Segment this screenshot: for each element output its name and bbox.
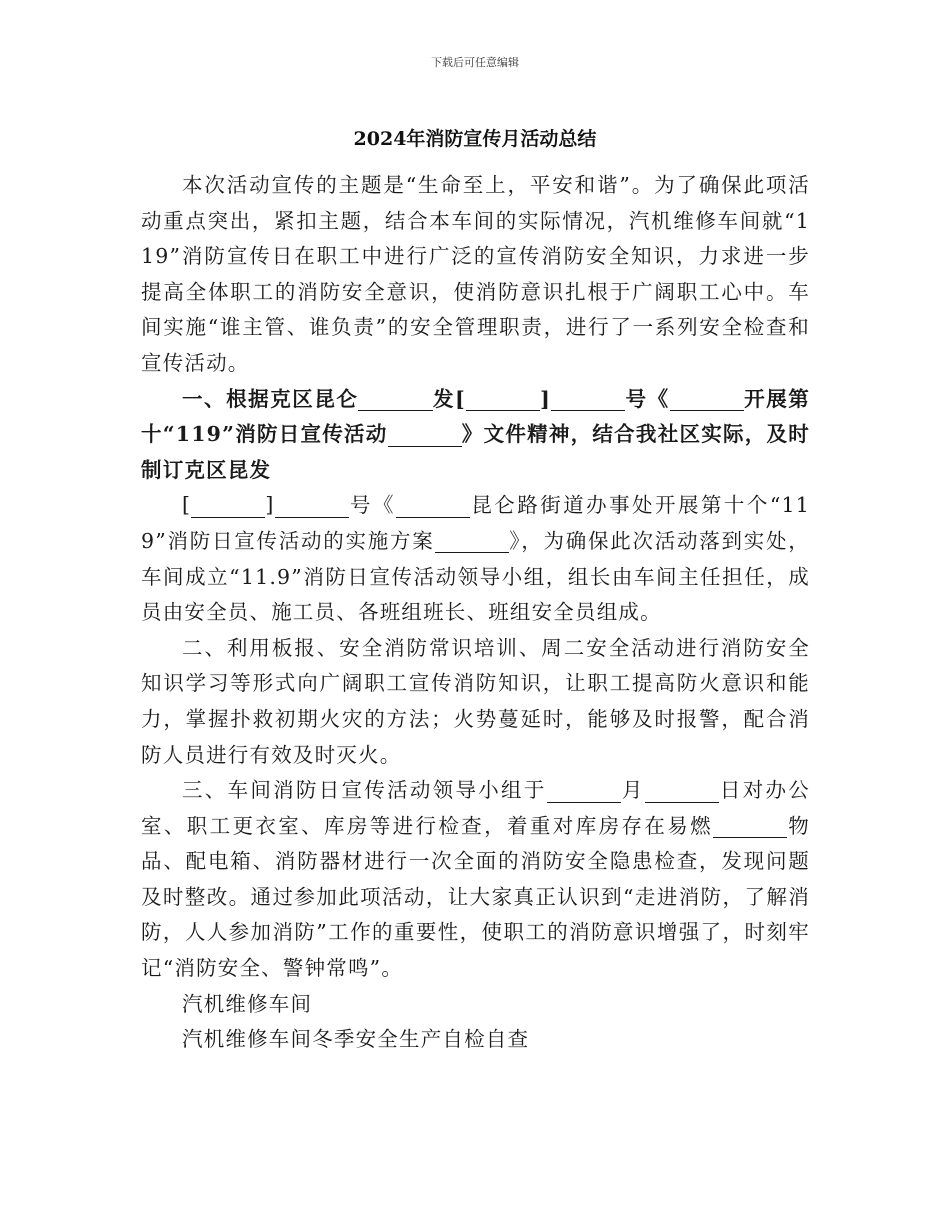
blank-field — [645, 779, 719, 803]
section-1-paragraph: [ ] 号《 昆仑路街道办事处开展第十个“119”消防日宣传活动的实施方案 》，为确保此次活动落到实处，车间成立“11.9”消防日宣传活动领导小组，组长由车间主任担任，成员由安全员、施工员、各班组班长、班组安全员组成。 — [141, 493, 810, 625]
section-3-paragraph: 三、车间消防日宣传活动领导小组于 月 日对办公室、职工更衣室、库房等进行检查，着重对库房存在易燃 物品、配电箱、消防器材进行一次全面的消防安全隐患检查，发现问题及时整改。通过参加此项活动，让大家真正认识到“走进消防，了解消防，人人参加消防”工作的重要性，使职工的消防意识增强了，时刻牢记“消防安全、警钟常鸣”。 — [141, 778, 811, 981]
section-1-heading: 一、根据克区昆仑 发[ ] 号《 开展第十“119”消防日宣传活动 》文件精神，结合我社区实际，及时制订克区昆发 — [141, 386, 810, 482]
signature-line: 汽机维修车间 — [182, 991, 313, 1016]
blank-field — [435, 530, 509, 554]
section-2-paragraph: 二、利用板报、安全消防常识培训、周二安全活动进行消防安全知识学习等形式向广阔职工宣传消防知识，让职工提高防火意识和能力，掌握扑救初期火灾的方法；火势蔓延时，能够及时报警，配合消防人员进行有效及时灭火。 — [141, 635, 810, 767]
blank-field — [547, 779, 621, 803]
blank-field — [713, 815, 787, 839]
intro-paragraph: 本次活动宣传的主题是“生命至上，平安和谐”。为了确保此项活动重点突出，紧扣主题，结合本车间的实际情况，汽机维修车间就“119”消防宣传日在职工中进行广泛的宣传消防安全知识，力求进一步提高全体职工的消防安全意识，使消防意识扎根于广阔职工心中。车间实施“谁主管、谁负责”的安全管理职责，进行了一系列安全检查和宣传活动。 — [141, 173, 810, 375]
blank-field — [396, 494, 470, 518]
blank-field — [191, 494, 265, 518]
next-document-title: 汽机维修车间冬季安全生产自检自查 — [182, 1027, 530, 1052]
blank-field — [275, 494, 349, 518]
header-note: 下载后可任意编辑 — [431, 56, 519, 69]
document-body — [141, 168, 810, 1058]
blank-field — [466, 388, 540, 412]
document-title: 2024年消防宣传月活动总结 — [353, 128, 597, 150]
blank-field — [388, 423, 462, 447]
blank-field — [358, 388, 432, 412]
blank-field — [551, 388, 625, 412]
blank-field — [670, 388, 744, 412]
